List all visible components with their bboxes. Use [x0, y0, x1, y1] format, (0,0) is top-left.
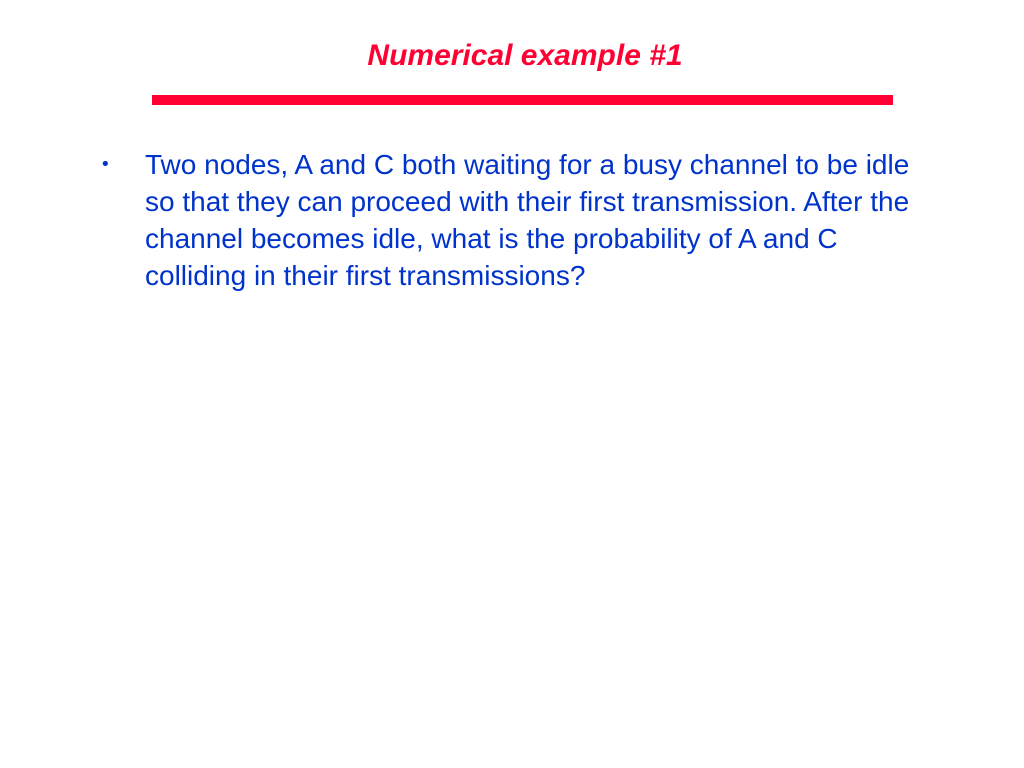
slide-title: Numerical example #1: [367, 39, 683, 72]
title-underline-rule: [152, 95, 893, 105]
bullet-text: Two nodes, A and C both waiting for a busy channel to be idle so that they can proceed with their first transmission. After the channel becomes idle, what is the probability of A and C colliding in their first transmissions?: [145, 149, 910, 291]
slide-body: [100, 146, 920, 294]
bullet-dot-icon: •: [100, 154, 111, 175]
bullet-item: [100, 146, 920, 294]
